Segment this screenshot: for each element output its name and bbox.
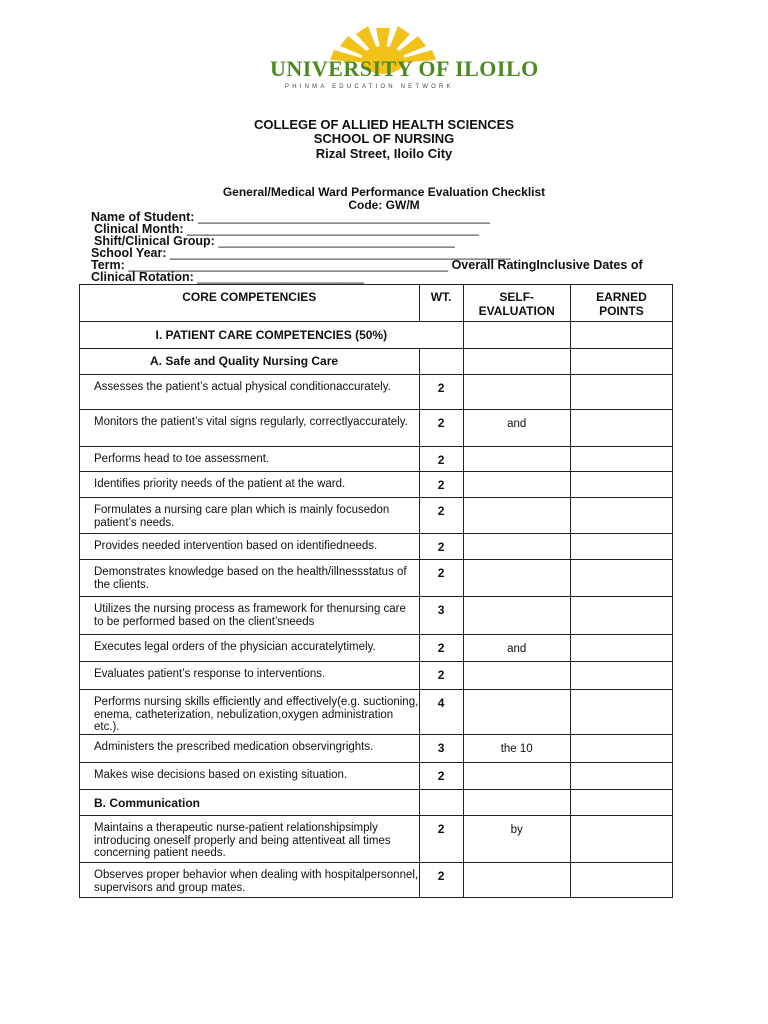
self-evaluation-cell[interactable] <box>463 690 570 735</box>
term-blank[interactable]: ______________________________________________ <box>128 258 449 272</box>
student-name-blank[interactable]: __________________________________________ <box>197 210 490 224</box>
weight-value: 2 <box>419 816 463 863</box>
weight-value: 2 <box>419 560 463 597</box>
weight-value: 2 <box>419 410 463 447</box>
earned-points-cell[interactable] <box>570 375 672 410</box>
self-evaluation-cell[interactable] <box>463 375 570 410</box>
earned-points-cell[interactable] <box>570 560 672 597</box>
competency-text: Evaluates patient’s response to interventions. <box>80 662 420 690</box>
clinical-month-label: Clinical Month: <box>94 222 184 236</box>
header-self-evaluation: SELF- EVALUATION <box>463 285 570 322</box>
competency-text: Utilizes the nursing process as framework for thenursing care to be performed based on the client’sneeds <box>80 597 420 635</box>
weight-value: 2 <box>419 498 463 534</box>
self-evaluation-cell[interactable] <box>463 662 570 690</box>
self-evaluation-cell[interactable] <box>463 447 570 472</box>
self-evaluation-cell[interactable]: by <box>463 816 570 863</box>
competency-text: Performs head to toe assessment. <box>80 447 420 472</box>
competency-text: Monitors the patient’s vital signs regularly, correctlyaccurately. <box>80 410 420 447</box>
weight-value: 2 <box>419 635 463 662</box>
table-row <box>80 560 673 597</box>
self-evaluation-cell[interactable]: the 10 <box>463 735 570 763</box>
weight-value: 2 <box>419 763 463 790</box>
earned-points-cell[interactable] <box>570 447 672 472</box>
table-row <box>80 763 673 790</box>
school-year-label: School Year: <box>91 246 167 260</box>
earned-points-cell[interactable] <box>570 472 672 498</box>
earned-points-cell[interactable] <box>570 763 672 790</box>
header-core-competencies: CORE COMPETENCIES <box>80 285 420 322</box>
school-year-blank[interactable]: _________________________________________________ <box>169 246 511 260</box>
evaluation-table <box>79 284 673 898</box>
clinical-month-blank[interactable]: __________________________________________ <box>187 222 480 236</box>
competency-text: Administers the prescribed medication observingrights. <box>80 735 420 763</box>
competency-text: Executes legal orders of the physician accuratelytimely. <box>80 635 420 662</box>
earned-points-cell[interactable] <box>570 816 672 863</box>
competency-text: Identifies priority needs of the patient at the ward. <box>80 472 420 498</box>
competency-text: Provides needed intervention based on identifiedneeds. <box>80 534 420 560</box>
competency-text: Formulates a nursing care plan which is mainly focusedon patient’s needs. <box>80 498 420 534</box>
safe-care-rows <box>80 375 673 790</box>
clinical-group-label: Shift/Clinical Group: <box>94 234 215 248</box>
subsection-row <box>80 349 673 375</box>
header-weight: WT. <box>419 285 463 322</box>
competency-text: Observes proper behavior when dealing with hospitalpersonnel, supervisors and group mates. <box>80 863 420 898</box>
table-row <box>80 498 673 534</box>
logo-wordmark: UNIVERSITY OF ILOILO <box>270 56 539 81</box>
competency-text: Assesses the patient’s actual physical conditionaccurately. <box>80 375 420 410</box>
self-evaluation-cell[interactable] <box>463 597 570 635</box>
table-row <box>80 472 673 498</box>
earned-points-cell[interactable] <box>570 597 672 635</box>
table-row <box>80 375 673 410</box>
competency-text: Makes wise decisions based on existing situation. <box>80 763 420 790</box>
subsection-safe-quality-care: A. Safe and Quality Nursing Care <box>80 349 420 375</box>
table-row <box>80 534 673 560</box>
earned-points-cell[interactable] <box>570 863 672 898</box>
earned-points-cell[interactable] <box>570 735 672 763</box>
table-row <box>80 597 673 635</box>
competency-text: Maintains a therapeutic nurse-patient relationshipsimply introducing oneself properly and being attentiveat all times concerning patient needs. <box>80 816 420 863</box>
college-name: COLLEGE OF ALLIED HEALTH SCIENCES <box>253 117 514 132</box>
school-name: SCHOOL OF NURSING <box>313 131 455 146</box>
self-evaluation-cell[interactable] <box>463 763 570 790</box>
weight-value: 2 <box>419 447 463 472</box>
weight-value: 2 <box>419 863 463 898</box>
table-row <box>80 410 673 447</box>
form-code: Code: GW/M <box>348 198 420 212</box>
subsection-row <box>80 790 673 816</box>
self-evaluation-cell[interactable] <box>463 863 570 898</box>
header-earned-points: EARNED POINTS <box>570 285 672 322</box>
competency-text: Demonstrates knowledge based on the health/illnessstatus of the clients. <box>80 560 420 597</box>
competency-text: Performs nursing skills efficiently and effectively(e.g. suctioning, enema, catheterization, nebulization,oxygen administration etc.). <box>80 690 420 735</box>
weight-value: 2 <box>419 534 463 560</box>
section-patient-care: I. PATIENT CARE COMPETENCIES (50%) <box>80 322 464 349</box>
overall-rating-label: Overall RatingInclusive Dates of <box>451 258 643 272</box>
weight-value: 3 <box>419 735 463 763</box>
clinical-group-blank[interactable]: __________________________________ <box>218 234 455 248</box>
section-row <box>80 322 673 349</box>
earned-points-cell[interactable] <box>570 534 672 560</box>
weight-value: 2 <box>419 472 463 498</box>
clinical-rotation-blank[interactable]: ________________________ <box>197 270 365 284</box>
table-row <box>80 863 673 898</box>
subsection-communication: B. Communication <box>80 790 420 816</box>
clinical-rotation-field[interactable] <box>91 270 364 284</box>
self-evaluation-cell[interactable]: and <box>463 410 570 447</box>
earned-points-cell[interactable] <box>570 410 672 447</box>
clinical-rotation-label: Clinical Rotation: <box>91 270 194 284</box>
earned-points-cell[interactable] <box>570 498 672 534</box>
self-evaluation-cell[interactable]: and <box>463 635 570 662</box>
table-row <box>80 635 673 662</box>
self-evaluation-cell[interactable] <box>463 534 570 560</box>
table-row <box>80 447 673 472</box>
weight-value: 2 <box>419 375 463 410</box>
term-label: Term: <box>91 258 125 272</box>
earned-points-cell[interactable] <box>570 635 672 662</box>
weight-value: 2 <box>419 662 463 690</box>
school-address: Rizal Street, Iloilo City <box>315 146 453 161</box>
earned-points-cell[interactable] <box>570 690 672 735</box>
logo-tagline: PHINMA EDUCATION NETWORK <box>285 84 454 90</box>
self-evaluation-cell[interactable] <box>463 498 570 534</box>
table-row <box>80 816 673 863</box>
weight-value: 3 <box>419 597 463 635</box>
student-name-label: Name of Student: <box>91 210 195 224</box>
weight-value: 4 <box>419 690 463 735</box>
communication-rows <box>80 816 673 898</box>
table-row <box>80 662 673 690</box>
table-row <box>80 690 673 735</box>
earned-points-cell[interactable] <box>570 662 672 690</box>
self-evaluation-cell[interactable] <box>463 472 570 498</box>
form-title: General/Medical Ward Performance Evaluation Checklist <box>222 185 546 199</box>
self-evaluation-cell[interactable] <box>463 560 570 597</box>
table-row <box>80 735 673 763</box>
table-header-row <box>80 285 673 322</box>
